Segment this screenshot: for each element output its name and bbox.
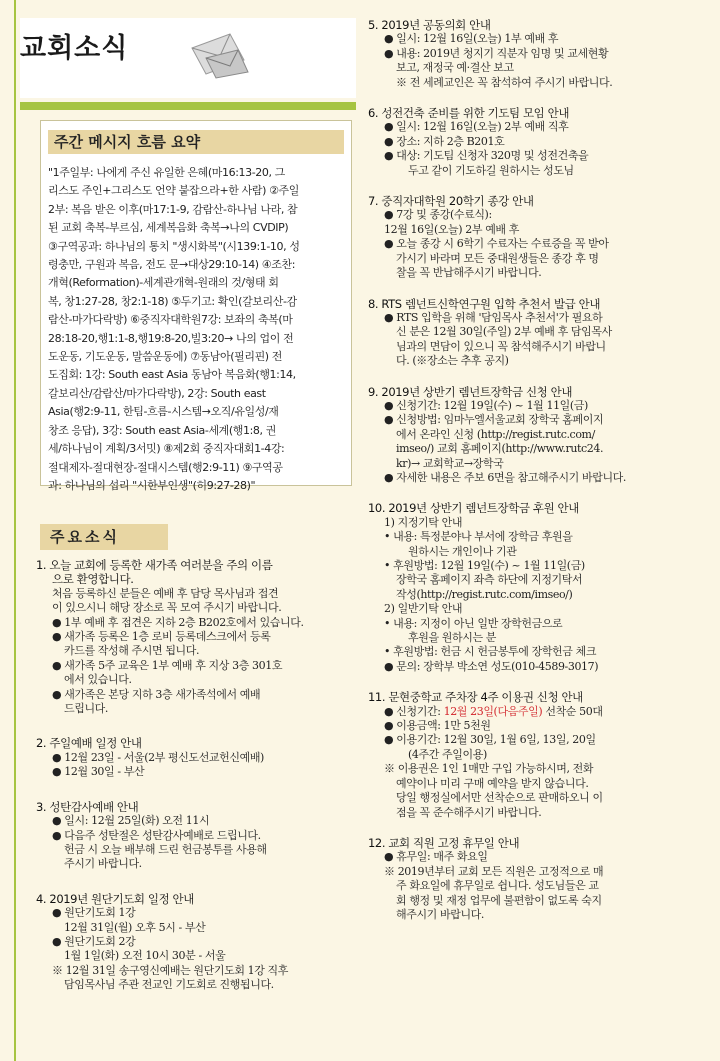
news-item-line: 담임목사님 주관 전교인 기도회로 진행됩니다. — [64, 978, 274, 992]
news-item-line: 처음 등록하신 분들은 예배 후 담당 목사님과 접견 — [52, 586, 279, 600]
news-item-line: ● 신청방법: 임마누엘서울교회 장학국 홈페이지 — [384, 413, 604, 427]
news-item-line: • 내용: 특정분야나 부서에 장학금 후원을 — [384, 530, 573, 544]
news-item-line: ● 내용: 2019년 청지기 직분자 임명 및 교세현황 — [384, 46, 609, 60]
news-item-line: ● 12월 23일 - 서울(2부 평신도선교헌신예배) — [52, 750, 264, 764]
summary-line: "1주일부: 나에게 주신 유일한 은혜(마16:13-20, 그 — [48, 166, 285, 179]
news-item-line: 2) 일반기탁 안내 — [384, 602, 463, 616]
news-item-line — [368, 705, 708, 719]
news-item-line: 후원을 원하시는 분 — [408, 631, 497, 645]
news-item-line: ● 장소: 지하 2층 B201호 — [384, 134, 505, 148]
news-item-line: 점을 꼭 준수해주시기 바랍니다. — [396, 805, 542, 819]
news-item — [36, 892, 354, 993]
summary-line: 된 교회 축복-부르심, 세계복음화 축복→나의 CVDIP) — [48, 221, 289, 235]
news-item-line: 1) 지정기탁 안내 — [384, 515, 463, 529]
news-item-line: 이 있으시니 해당 장소로 꼭 모여 주시기 바랍니다. — [52, 601, 282, 615]
news-item-title: 2. 주일예배 일정 안내 — [36, 736, 142, 751]
summary-line: 령충만, 구원과 복음, 전도 문→대상29:10-14) ④조찬: — [48, 258, 296, 272]
summary-line: 절대제자-절대현장-절대시스템(행2:9-11) ⑨구역공 — [48, 460, 283, 474]
summary-line: 개혁(Reformation)-세계관개혁-원래의 것/형태 회 — [48, 276, 279, 290]
news-item-line: ● 1부 예배 후 접견은 지하 2층 B202호에서 있습니다. — [52, 615, 304, 629]
news-item-title: 4. 2019년 원단기도회 일정 안내 — [36, 891, 194, 906]
header-stripe — [20, 102, 356, 110]
news-item — [368, 18, 708, 90]
summary-line: ③구역공과: 하나님의 통치 "생시화복"(시139:1-10, 성 — [48, 239, 300, 253]
item-spacer — [368, 485, 708, 501]
news-item — [368, 690, 708, 820]
news-item-line: ● 새가족 등록은 1층 로비 등록데스크에서 등록 — [52, 630, 271, 644]
news-item — [368, 194, 708, 280]
summary-line: 람산-마가다락방) ⑥중직자대학원7강: 보좌의 축복(마 — [48, 313, 293, 327]
news-item-line: ● 오늘 종강 시 6학기 수료자는 수료증을 꼭 받아 — [384, 237, 609, 251]
summary-line: Asia(행2:9-11, 한팀-흐름-시스템→오직/유일성/재 — [48, 405, 279, 419]
news-item — [36, 800, 354, 872]
item-spacer — [36, 780, 354, 800]
news-item-title: 9. 2019년 상반기 렘넌트장학금 신청 안내 — [368, 384, 573, 399]
news-item-line: 신 분은 12월 30일(주일) 2부 예배 후 담임목사 — [396, 325, 612, 339]
item-spacer — [368, 90, 708, 106]
news-item-line: 12월 16일(오늘) 2부 예배 후 — [384, 222, 519, 236]
summary-line: 도집회: 1강: South east Asia 동남아 복음화(행1:14, — [48, 368, 296, 382]
news-item-line: 보고, 재정국 예·결산 보고 — [396, 61, 514, 75]
news-item-title: 8. RTS 렘넌트신학연구원 입학 추천서 발급 안내 — [368, 296, 601, 311]
highlight-date: 12월 23일(다음주일) — [443, 704, 543, 718]
item-spacer — [368, 674, 708, 690]
news-item-title: 10. 2019년 상반기 렘넌트장학금 후원 안내 — [368, 501, 579, 516]
news-item-title: 6. 성전건축 준비를 위한 기도팀 모임 안내 — [368, 106, 570, 121]
news-item-title: 11. 문현중학교 주차장 4주 이용권 신청 안내 — [368, 690, 583, 705]
news-item-line: ● 다음주 성탄절은 성탄감사예배로 드립니다. — [52, 828, 261, 842]
news-item-title: 5. 2019년 공동의회 안내 — [368, 18, 491, 32]
news-item — [368, 385, 708, 486]
news-item-line: ● 새가족은 본당 지하 3층 새가족석에서 예배 — [52, 687, 261, 701]
item-spacer — [36, 872, 354, 892]
news-item-line: ● 대상: 기도팀 신청자 320명 및 성전건축을 — [384, 149, 589, 163]
summary-title: 주간 메시지 흐름 요약 — [48, 130, 344, 154]
news-item-line: ● 일시: 12월 16일(오늘) 1부 예배 후 — [384, 32, 559, 46]
news-item-line: ● 이용금액: 1만 5천원 — [384, 719, 491, 733]
summary-line: 과: 하나님의 섭리 "시한부인생"(히9:27-28)" — [48, 478, 256, 492]
news-item — [36, 736, 354, 779]
news-item-line: ● 문의: 장학부 박소연 성도(010-4589-3017) — [384, 659, 599, 673]
news-item-line: 1월 1일(화) 오전 10시 30분 - 서울 — [64, 949, 226, 963]
item-spacer — [368, 820, 708, 836]
news-item-line: 으로 환영합니다. — [52, 572, 134, 587]
news-item — [368, 106, 708, 178]
news-item-line: ※ 2019년부터 교회 모든 직원은 고정적으로 매 — [384, 864, 604, 878]
news-item-line: 당일 행정실에서만 선착순으로 판매하오니 이 — [396, 791, 603, 805]
news-item-line: 작성(http://regist.rutc.com/imseo/) — [396, 587, 573, 601]
news-item-line: kr)→ 교회학교→장학국 — [396, 456, 504, 470]
news-item-line: ※ 전 세례교인은 꼭 참석하여 주시기 바랍니다. — [396, 75, 613, 89]
news-item-line: • 내용: 지정이 아닌 일반 장학헌금으로 — [384, 616, 563, 630]
news-item-line: 에서 온라인 신청 (http://regist.rutc.com/ — [396, 427, 595, 441]
item-spacer — [368, 178, 708, 194]
summary-line: 복, 창1:27-28, 창2:1-18) ⑤두기고: 확인(갈보리산-감 — [48, 294, 297, 308]
summary-line: 2부: 복음 받은 이후(마17:1-9, 감람산-하나님 나라, 참 — [48, 202, 298, 216]
news-item — [368, 836, 708, 922]
news-item-line: 드립니다. — [64, 702, 109, 716]
news-item-line: 두고 같이 기도하길 원하시는 성도님 — [408, 163, 574, 177]
news-item-line: (4주간 주일이용) — [408, 747, 487, 761]
summary-line: 28:18-20,행1:1-8,행19:8-20,빌3:20→ 나의 업이 전 — [48, 331, 294, 345]
news-item-title: 12. 교회 직원 고정 휴무일 안내 — [368, 835, 520, 850]
news-item-line: 카드를 작성해 주시면 됩니다. — [64, 644, 200, 658]
news-item — [368, 297, 708, 369]
item-spacer — [36, 716, 354, 736]
news-item-title: 7. 중직자대학원 20학기 종강 안내 — [368, 194, 534, 209]
news-item-line: 12월 31일(월) 오후 5시 - 부산 — [64, 920, 206, 934]
news-item-line: ● 일시: 12월 16일(오늘) 2부 예배 직후 — [384, 120, 569, 134]
news-item-line: 에서 있습니다. — [64, 673, 132, 687]
summary-line: 세/하나님이 계획/3서밋) ⑧제2회 중직자대회1-4강: — [48, 442, 285, 456]
news-item-line: ● 새가족 5주 교육은 1부 예배 후 지상 3층 301호 — [52, 658, 283, 672]
news-item-line: ● 휴무일: 매주 화요일 — [384, 850, 488, 864]
news-item — [368, 501, 708, 674]
news-item-line: ● 자세한 내용은 주보 6면을 참고해주시기 바랍니다. — [384, 470, 626, 484]
news-item-line: • 후원방법: 헌금 시 헌금봉투에 장학헌금 체크 — [384, 645, 597, 659]
news-item-line: 헌금 시 오늘 배부해 드린 헌금봉투를 사용해 — [64, 842, 267, 856]
news-left-column — [36, 558, 354, 993]
line-text: 선착순 50대 — [542, 704, 603, 718]
summary-line: 갈보리산/감람산/마가다락방), 2강: South east — [48, 386, 266, 400]
news-item-line: 회 행정 및 재정 업무에 불편함이 없도록 숙지 — [396, 893, 602, 907]
news-item-line: 예약이나 미리 구매 예약을 받지 않습니다. — [396, 776, 589, 790]
news-title: 주요소식 — [40, 524, 168, 550]
news-item-line: • 후원방법: 12월 19일(수) ~ 1월 11일(금) — [384, 559, 585, 572]
news-item-line: 장학국 홈페이지 좌측 하단에 지정기탁서 — [396, 573, 583, 587]
news-item-line: ● 원단기도회 1강 — [52, 906, 136, 920]
line-text: ● 신청기간: — [384, 704, 444, 718]
summary-line: 도운동, 기도운동, 말씀운동에) ⑦동남아(필리핀) 전 — [48, 350, 283, 364]
news-item-line: ● 12월 30일 - 부산 — [52, 765, 145, 779]
news-item — [36, 558, 354, 716]
summary-line: 리스도 주인+그리스도 언약 붙잡으라+한 사람) ②주일 — [48, 184, 299, 198]
news-item-line: 님과의 면담이 있으니 꼭 참석해주시기 바랍니 — [396, 339, 606, 353]
news-item-line: imseo/) 교회 홈페이지(http://www.rutc24. — [396, 442, 604, 456]
item-spacer — [368, 369, 708, 385]
news-item-line: ● 7강 및 종강(수료식): — [384, 208, 492, 222]
item-spacer — [368, 281, 708, 297]
envelope-icon — [186, 28, 254, 80]
summary-body — [48, 164, 344, 495]
news-item-line: ※ 이용권은 1인 1매만 구입 가능하시며, 전화 — [384, 762, 594, 776]
news-item-line: 해주시기 바랍니다. — [396, 907, 485, 921]
news-item-line: ● 신청기간: 12월 19일(수) ~ 1월 11일(금) — [384, 398, 588, 412]
news-item-line: 가시기 바라며 모든 중대원생들은 종강 후 명 — [396, 251, 599, 265]
news-item-line: 주시기 바랍니다. — [64, 857, 142, 871]
news-item-line: 찰을 꼭 반납해주시기 바랍니다. — [396, 266, 542, 280]
news-item-line: ※ 12월 31일 송구영신예배는 원단기도회 1강 직후 — [52, 963, 289, 977]
news-item-title: 3. 성탄감사예배 안내 — [36, 799, 139, 814]
page-title: 교회소식 — [20, 33, 129, 64]
news-item-line: ● 일시: 12월 25일(화) 오전 11시 — [52, 814, 210, 828]
news-item-title: 1. 오늘 교회에 등록한 새가족 여러분을 주의 이름 — [36, 558, 273, 572]
news-item-line: 원하시는 개인이나 기관 — [408, 544, 517, 558]
news-item-line: ● 이용기간: 12월 30일, 1월 6일, 13일, 20일 — [384, 733, 596, 747]
news-item-line: 주 화요일에 휴무일로 쉽니다. 성도님들은 교 — [396, 879, 599, 893]
news-item-line: 다. (※장소는 추후 공지) — [396, 354, 509, 368]
news-item-line: ● RTS 입학을 위해 '담임목사 추천서'가 필요하 — [384, 310, 603, 324]
summary-line: 창조 응답), 3강: South east Asia-세계(행1:8, 권 — [48, 423, 276, 437]
news-right-column — [368, 18, 708, 922]
news-item-line: ● 원단기도회 2강 — [52, 934, 136, 948]
